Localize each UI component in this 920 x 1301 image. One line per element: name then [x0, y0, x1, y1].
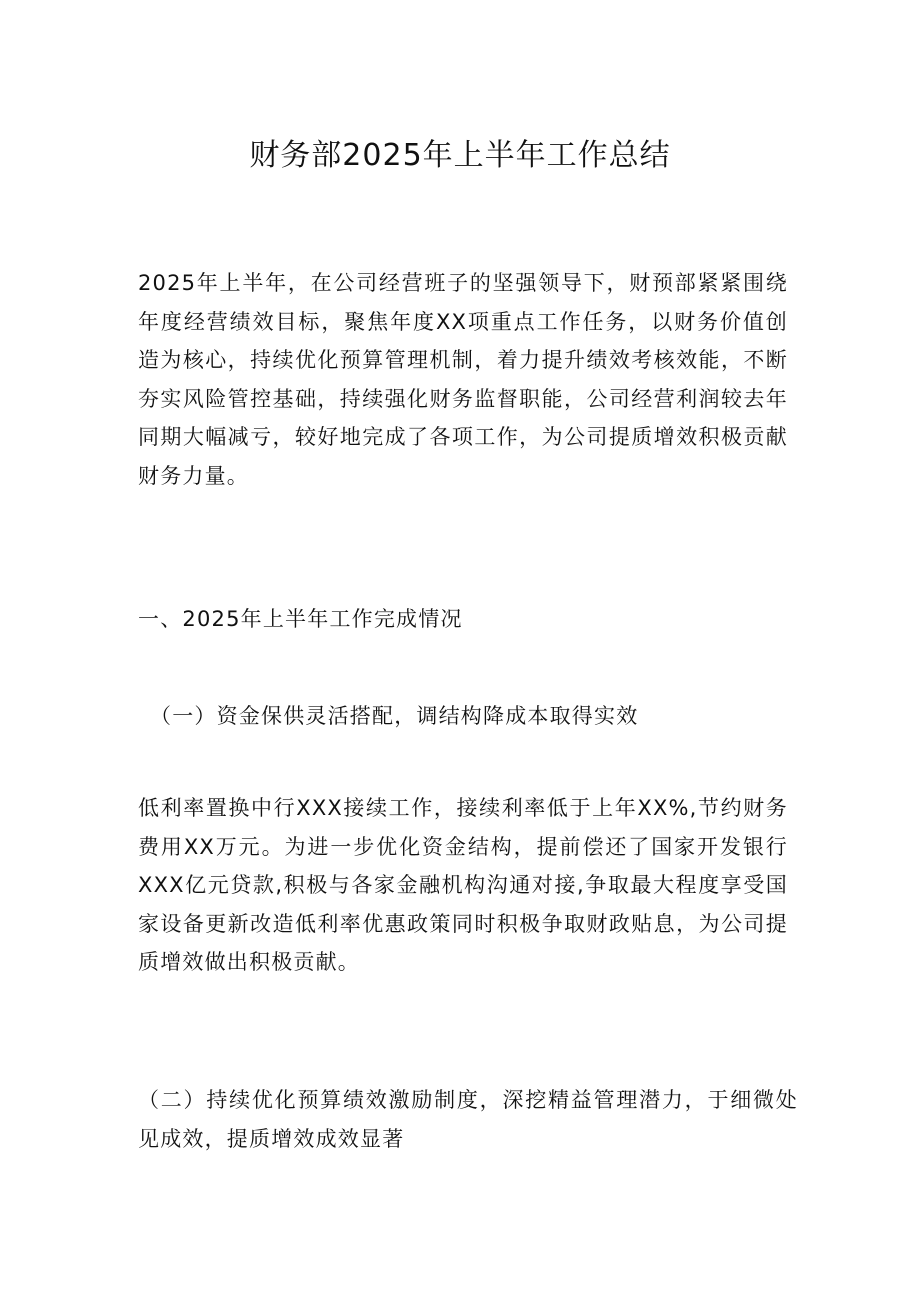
document-title: 财务部2025年上半年工作总结 [249, 138, 671, 173]
intro-paragraph: 2025年上半年，在公司经营班子的坚强领导下，财预部紧紧围绕年度经营绩效目标，聚焦年度XX项重点工作任务，以财务价值创造为核心，持续优化预算管理机制，着力提升绩效考核效能，不断夯实风险管控基础，持续强化财务监督职能，公司经营利润较去年同期大幅减亏，较好地完成了各项工作，为公司提质增效积极贡献财务力量。 [138, 271, 788, 488]
subsection-heading-2: （二）持续优化预算绩效激励制度，深挖精益管理潜力，于细微处见成效，提质增效成效显著 [138, 1088, 798, 1151]
section-heading-1: 一、2025年上半年工作完成情况 [138, 607, 463, 631]
subsection-1-paragraph: 低利率置换中行XXX接续工作，接续利率低于上年XX%,节约财务费用XX万元。为进一步优化资金结构，提前偿还了国家开发银行XXX亿元贷款,积极与各家金融机构沟通对接,争取最大程度享受国家设备更新改造低利率优惠政策同时积极争取财政贴息，为公司提质增效做出积极贡献。 [138, 796, 788, 974]
subsection-heading-1: （一）资金保供灵活搭配，调结构降成本取得实效 [150, 704, 639, 728]
